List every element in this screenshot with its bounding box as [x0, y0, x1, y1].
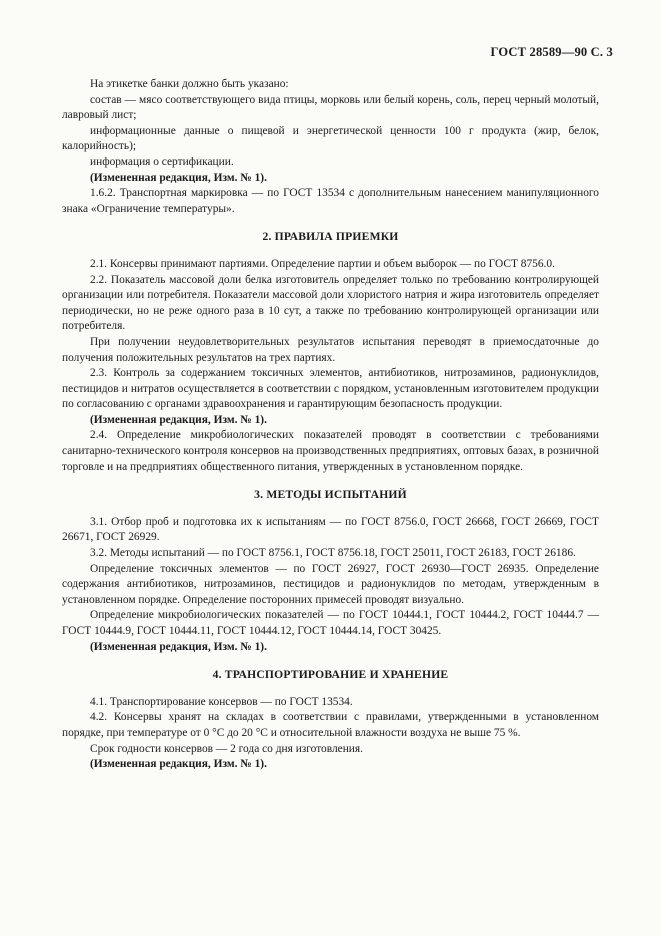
paragraph: 2.4. Определение микробиологических показателей проводят в соответствии с требованиями санитарно-технического контроля консервов на производственных предприятиях, оптовых базах, в розничной торговле и на предприятиях общественного питания, утвержденных в установленном порядке. — [62, 429, 599, 473]
paragraph: информация о сертификации. — [90, 155, 234, 168]
amendment-note: (Измененная редакция, Изм. № 1). — [90, 413, 267, 426]
section-heading: 3. МЕТОДЫ ИСПЫТАНИЙ — [254, 488, 407, 502]
paragraph: 2.2. Показатель массовой доли белка изготовитель определяет только по требованию контролирующей организации или потребителя. Показатели массовой доли хлористого натрия и жира изготовитель определяет периодически, но не реже одного раза в 10 сут, а также по требованию контролирующей организации или потребителя. — [62, 273, 599, 333]
paragraph: 2.3. Контроль за содержанием токсичных элементов, антибиотиков, нитрозаминов, радионуклидов, пестицидов и нитратов осуществляется в соответствии с порядком, установленным изготовителем продукции по согласованию с органами здравоохранения и гарантирующим безопасность продукции. — [62, 367, 599, 411]
paragraph: 3.2. Методы испытаний — по ГОСТ 8756.1, ГОСТ 8756.18, ГОСТ 25011, ГОСТ 26183, ГОСТ 26186. — [90, 547, 576, 560]
section-heading: 2. ПРАВИЛА ПРИЕМКИ — [262, 230, 399, 244]
paragraph: состав — мясо соответствующего вида птицы, морковь или белый корень, соль, перец черный молотый, лавровый лист; — [62, 93, 599, 122]
paragraph: Определение токсичных элементов — по ГОСТ 26927, ГОСТ 26930—ГОСТ 26935. Определение содержания антибиотиков, нитрозаминов, пестицидов и радионуклидов по методам, утвержденным в установленном порядке. Определение посторонних примесей проводят визуально. — [62, 562, 599, 606]
paragraph: 4.2. Консервы хранят на складах в соответствии с правилами, утвержденными в установленном порядке, при температуре от 0 °С до 20 °С и относительной влажности воздуха не выше 75 %. — [62, 711, 599, 739]
amendment-note: (Измененная редакция, Изм. № 1). — [90, 758, 267, 771]
page-header: ГОСТ 28589—90 С. 3 — [490, 45, 613, 59]
paragraph: 2.1. Консервы принимают партиями. Определение партии и объем выборок — по ГОСТ 8756.0. — [90, 257, 555, 270]
paragraph: При получении неудовлетворительных результатов испытания переводят в приемосдаточные до получения положительных результатов на трех партиях. — [62, 335, 599, 364]
paragraph: Срок годности консервов — 2 года со дня изготовления. — [90, 742, 363, 755]
paragraph: информационные данные о пищевой и энергетической ценности 100 г продукта (жир, белок, калорийность); — [62, 124, 599, 153]
amendment-note: (Измененная редакция, Изм. № 1). — [90, 640, 267, 653]
paragraph: 4.1. Транспортирование консервов — по ГОСТ 13534. — [90, 695, 353, 708]
amendment-note: (Измененная редакция, Изм. № 1). — [90, 171, 267, 184]
paragraph: 3.1. Отбор проб и подготовка их к испытаниям — по ГОСТ 8756.0, ГОСТ 26668, ГОСТ 26669, ГОСТ 26671, ГОСТ 26929. — [62, 515, 599, 544]
paragraph: 1.6.2. Транспортная маркировка — по ГОСТ 13534 с дополнительным нанесением манипуляционного знака «Ограничение температуры». — [62, 187, 599, 215]
document-body — [62, 77, 599, 773]
section-heading: 4. ТРАНСПОРТИРОВАНИЕ И ХРАНЕНИЕ — [212, 668, 449, 682]
paragraph: На этикетке банки должно быть указано: — [90, 78, 289, 90]
paragraph: Определение микробиологических показателей — по ГОСТ 10444.1, ГОСТ 10444.2, ГОСТ 10444.7 — ГОСТ 10444.9, ГОСТ 10444.11, ГОСТ 10444.12, ГОСТ 10444.14, ГОСТ 30425. — [62, 609, 599, 637]
